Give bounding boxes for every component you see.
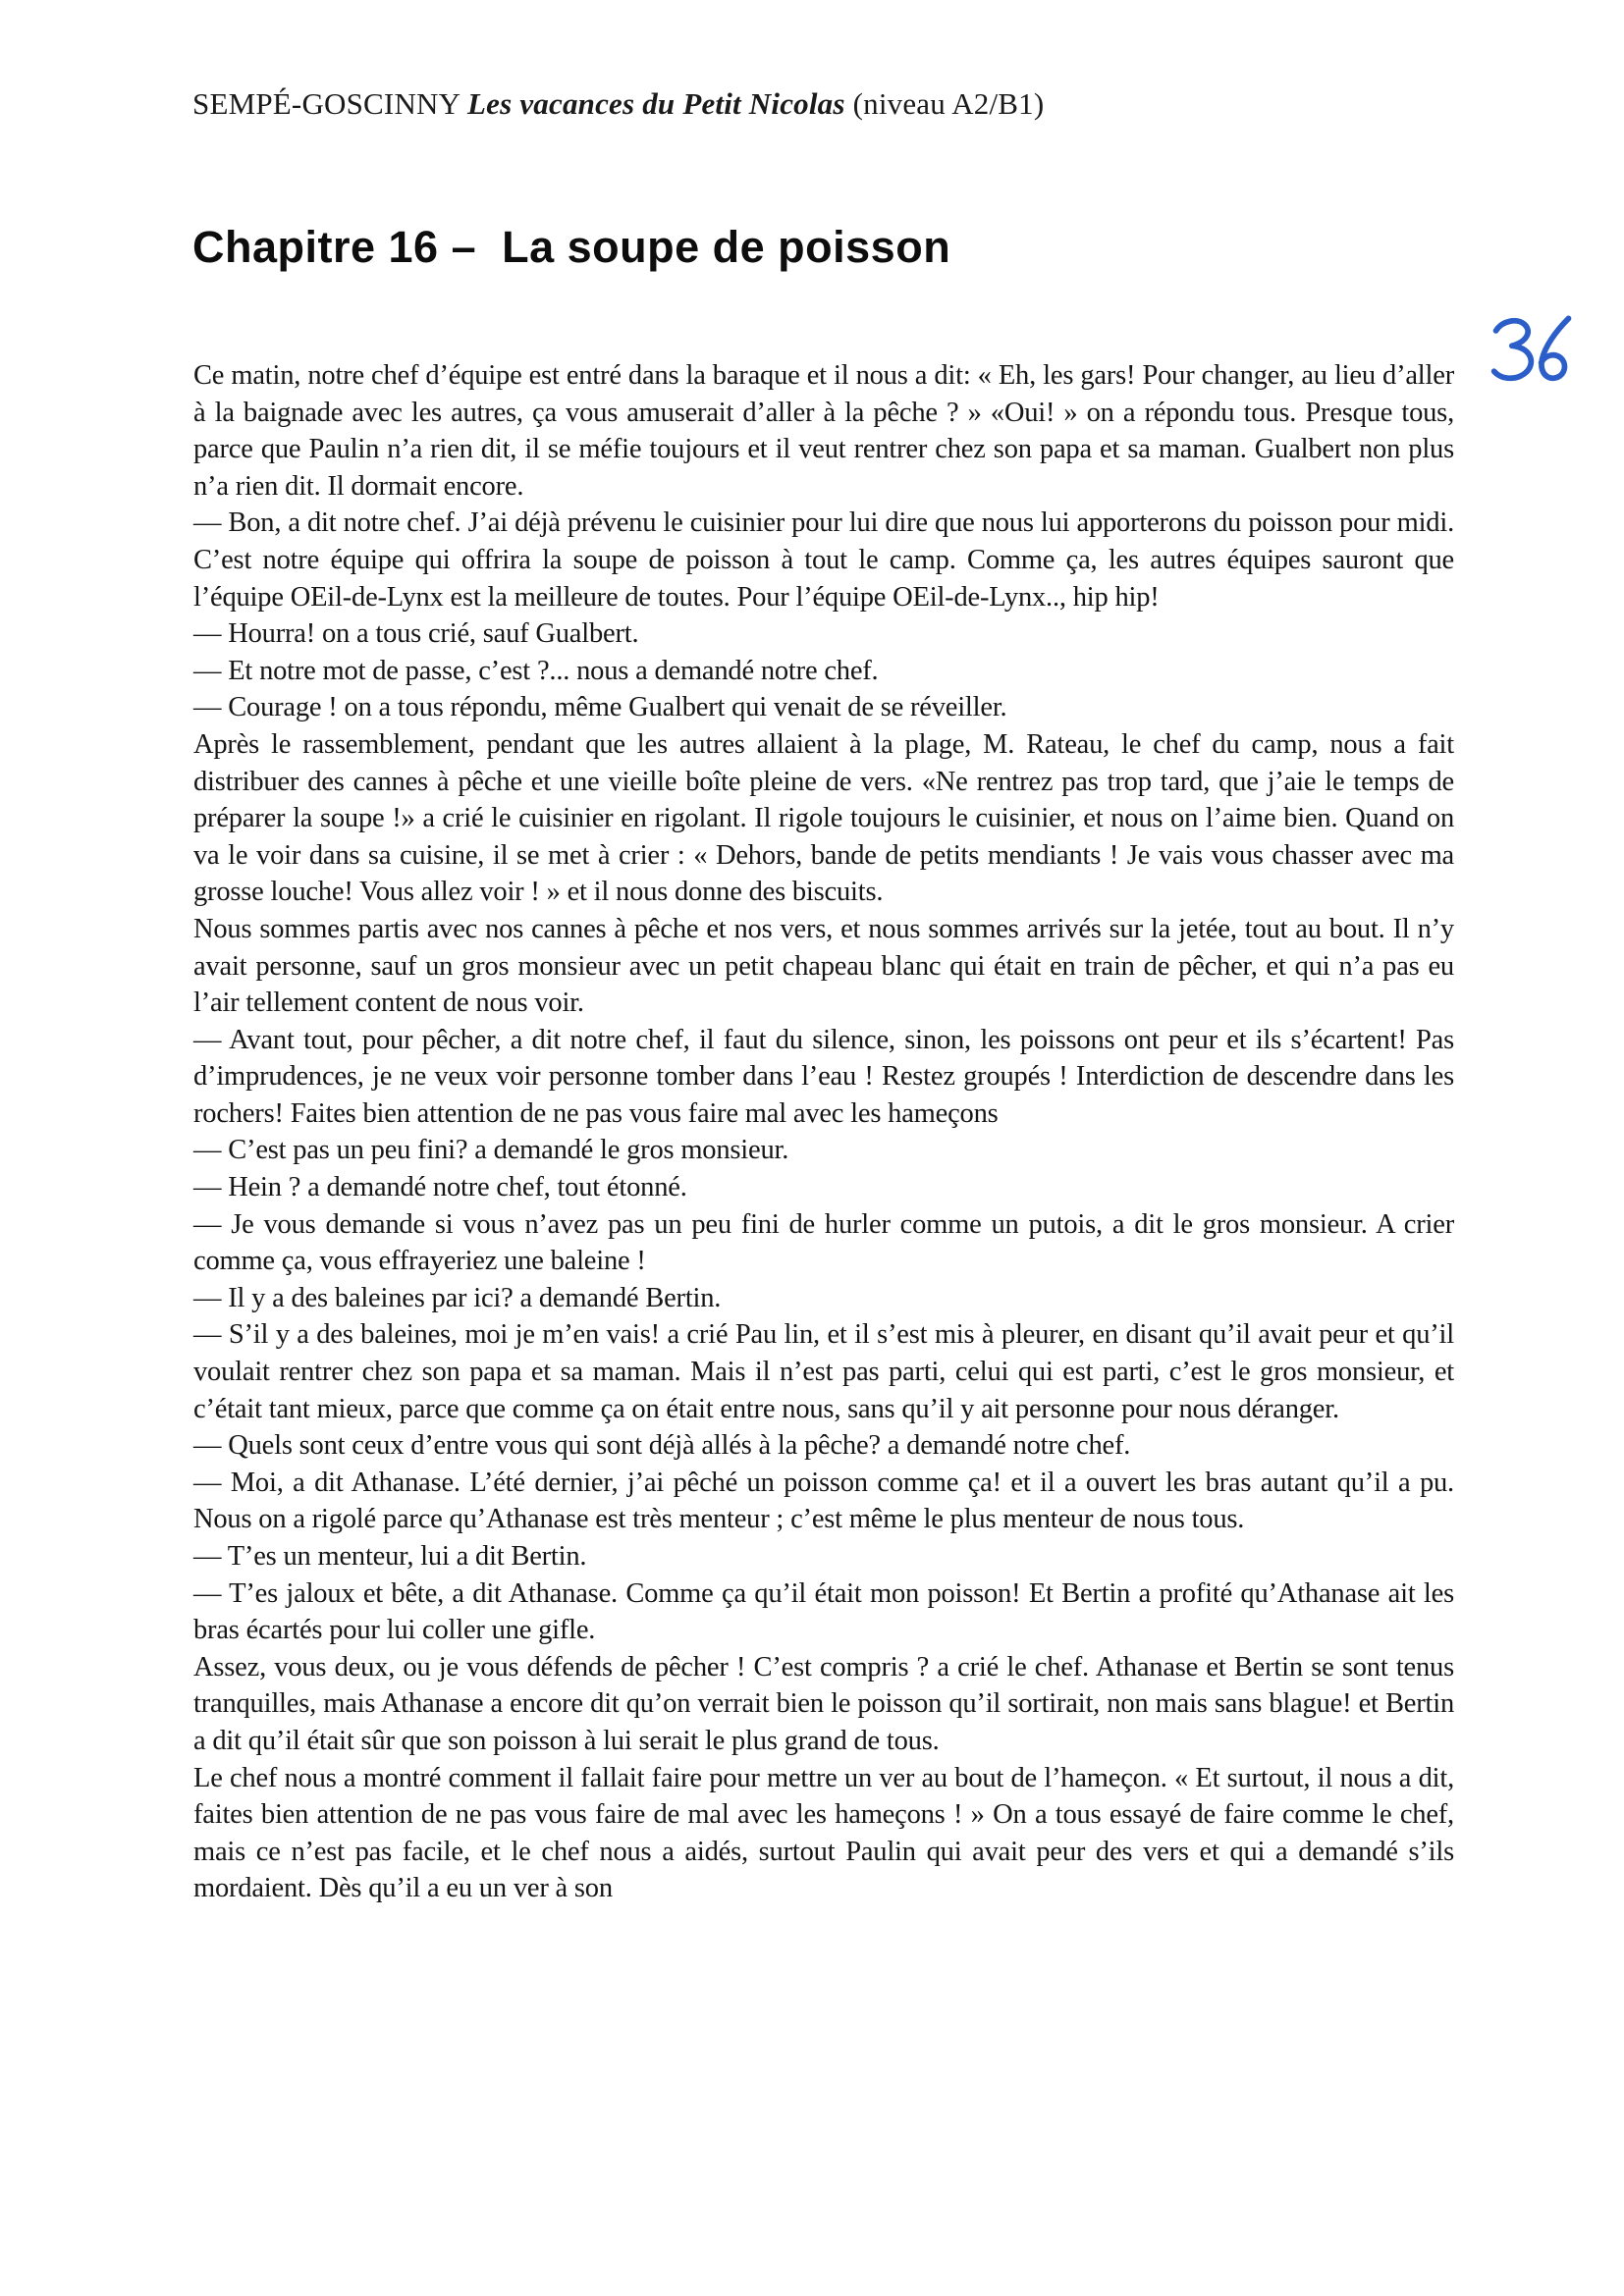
paragraph: — Hein ? a demandé notre chef, tout étonné.	[193, 1172, 687, 1203]
paragraph: — Quels sont ceux d’entre vous qui sont déjà allés à la pêche? a demandé notre chef.	[193, 1430, 1131, 1462]
paragraph: — Bon, a dit notre chef. J’ai déjà prévenu le cuisinier pour lui dire que nous lui apporterons du poisson pour midi. C’est notre équipe qui offrira la soupe de poisson à tout le camp. Comme ça, les autres équipes sauront que l’équipe OEil-de-Lynx est la meilleure de toutes. Pour l’équipe OEil-de-Lynx.., hip hip!	[193, 507, 1454, 613]
handwritten-page-number	[1486, 314, 1580, 391]
chapter-body	[193, 357, 1454, 1907]
paragraph: Ce matin, notre chef d’équipe est entré dans la baraque et il nous a dit: « Eh, les gars! Pour changer, au lieu d’aller à la baignade avec les autres, ça vous amuserait d’aller à la pêche ? » «Oui! » on a répondu tous. Presque tous, parce que Paulin n’a rien dit, il se méfie toujours et il veut rentrer chez son papa et sa maman. Gualbert non plus n’a rien dit. Il dormait encore.	[193, 360, 1454, 502]
paragraph: — T’es jaloux et bête, a dit Athanase. Comme ça qu’il était mon poisson! Et Bertin a profité qu’Athanase ait les bras écartés pour lui coller une gifle.	[193, 1577, 1454, 1646]
paragraph: — Courage ! on a tous répondu, même Gualbert qui venait de se réveiller.	[193, 692, 1007, 723]
paragraph: — Il y a des baleines par ici? a demandé Bertin.	[193, 1282, 722, 1313]
page-header	[192, 86, 1044, 122]
paragraph: — Et notre mot de passe, c’est ?... nous a demandé notre chef.	[193, 655, 879, 686]
paragraph: Le chef nous a montré comment il fallait faire pour mettre un ver au bout de l’hameçon. « Et surtout, il nous a dit, faites bien attention de ne pas vous faire de mal avec les hameçons ! » On a tous essayé de faire comme le chef, mais ce n’est pas facile, et le chef nous a aidés, surtout Paulin qui avait peur des vers et qui a demandé s’ils mordaient. Dès qu’il a eu un ver à son	[193, 1762, 1454, 1904]
header-book-title: Les vacances du Petit Nicolas	[467, 86, 845, 121]
paragraph: — Moi, a dit Athanase. L’été dernier, j’ai pêché un poisson comme ça! et il a ouvert les bras autant qu’il a pu. Nous on a rigolé parce qu’Athanase est très menteur ; c’est même le plus menteur de nous tous.	[193, 1467, 1454, 1535]
header-level-label: (niveau A2/B1)	[852, 86, 1045, 121]
paragraph: Nous sommes partis avec nos cannes à pêche et nos vers, et nous sommes arrivés sur la jetée, tout au bout. Il n’y avait personne, sauf un gros monsieur avec un petit chapeau blanc qui était en train de pêcher, et qui n’a pas eu l’air tellement content de nous voir.	[193, 913, 1454, 1019]
paragraph: — Je vous demande si vous n’avez pas un peu fini de hurler comme un putois, a dit le gros monsieur. A crier comme ça, vous effrayeriez une baleine !	[193, 1208, 1454, 1277]
digit-3-stroke	[1494, 321, 1532, 378]
chapter-title: Chapitre 16 – La soupe de poisson	[192, 222, 951, 272]
paragraph: — T’es un menteur, lui a dit Bertin.	[193, 1541, 587, 1572]
paragraph: — Avant tout, pour pêcher, a dit notre chef, il faut du silence, sinon, les poissons ont peur et ils s’écartent! Pas d’imprudences, je ne veux voir personne tomber dans l’eau ! Restez groupés ! Interdiction de descendre dans les rochers! Faites bien attention de ne pas vous faire mal avec les hameçons	[193, 1024, 1454, 1129]
paragraph: Après le rassemblement, pendant que les autres allaient à la plage, M. Rateau, le chef du camp, nous a fait distribuer des cannes à pêche et une vieille boîte pleine de vers. «Ne rentrez pas trop tard, que j’aie le temps de préparer la soupe !» a crié le cuisinier en rigolant. Il rigole toujours le cuisinier, et nous on l’aime bien. Quand on va le voir dans sa cuisine, il se met à crier : « Dehors, bande de petits mendiants ! Je vais vous chasser avec ma grosse louche! Vous allez voir ! » et il nous donne des biscuits.	[193, 728, 1454, 908]
digit-6-stroke	[1542, 318, 1569, 378]
paragraph: — S’il y a des baleines, moi je m’en vais! a crié Pau lin, et il s’est mis à pleurer, en disant qu’il avait peur et qu’il voulait rentrer chez son papa et sa maman. Mais il n’est pas parti, celui qui est parti, c’est le gros monsieur, et c’était tant mieux, parce que comme ça on était entre nous, sans qu’il y ait personne pour nous déranger.	[193, 1319, 1454, 1424]
paragraph: — C’est pas un peu fini? a demandé le gros monsieur.	[193, 1135, 789, 1166]
paragraph: Assez, vous deux, ou je vous défends de pêcher ! C’est compris ? a crié le chef. Athanase et Bertin se sont tenus tranquilles, mais Athanase a encore dit qu’on verrait bien le poisson qu’il sortirait, non mais sans blague! et Bertin a dit qu’il était sûr que son poisson à lui serait le plus grand de tous.	[193, 1651, 1454, 1756]
paragraph: — Hourra! on a tous crié, sauf Gualbert.	[193, 618, 639, 650]
handwritten-36-drawing	[1486, 314, 1580, 391]
header-author: SEMPÉ-GOSCINNY	[192, 86, 460, 121]
